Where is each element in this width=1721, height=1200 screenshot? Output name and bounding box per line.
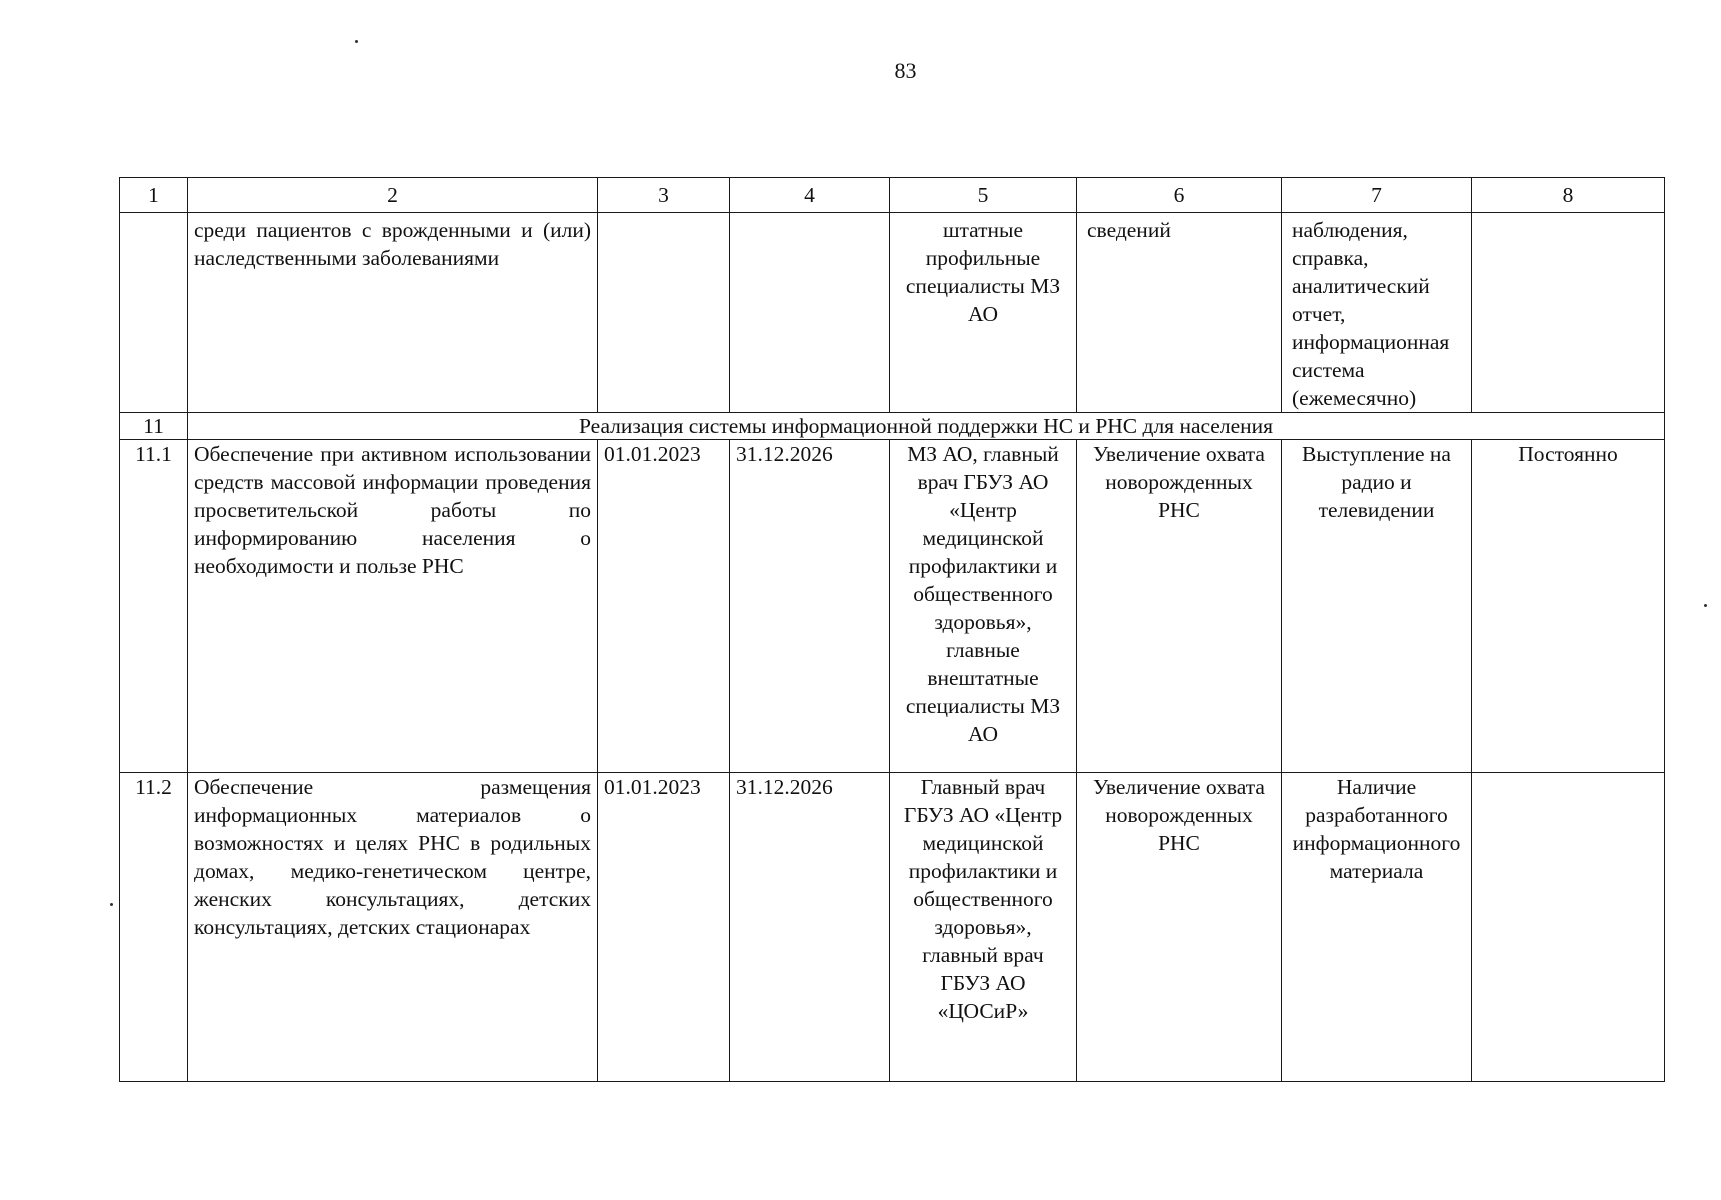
end-date xyxy=(730,213,890,413)
column-header: 8 xyxy=(1472,178,1665,213)
expected-result: Увеличение охвата новорожденных РНС xyxy=(1077,440,1282,773)
measure-description: среди пациентов с врожденными и (или) наследственными заболеваниями xyxy=(188,213,598,413)
column-header: 7 xyxy=(1282,178,1472,213)
section-row xyxy=(120,413,1665,440)
measure-description: Обеспечение размещения информационных материалов о возможностях и целях РНС в родильных домах, медико-генетическом центре, женских консультациях, детских консультациях, детских стационарах xyxy=(188,773,598,1082)
column-header: 5 xyxy=(890,178,1077,213)
control-form: Наличие разработанного информационного материала xyxy=(1282,773,1472,1082)
table-row xyxy=(120,773,1665,1082)
page-number: 83 xyxy=(894,58,917,83)
column-number-header-row xyxy=(120,178,1665,213)
responsible-executors: МЗ АО, главный врач ГБУЗ АО «Центр медицинской профилактики и общественного здоровья», главные внештатные специалисты МЗ АО xyxy=(890,440,1077,773)
table-row-continuation xyxy=(120,213,1665,413)
responsible-executors: Главный врач ГБУЗ АО «Центр медицинской профилактики и общественного здоровья», главный врач ГБУЗ АО «ЦОСиР» xyxy=(890,773,1077,1082)
plan-table xyxy=(119,177,1665,1082)
control-form: Выступление на радио и телевидении xyxy=(1282,440,1472,773)
column-header: 4 xyxy=(730,178,890,213)
expected-result: сведений xyxy=(1077,213,1282,413)
row-number: 11.1 xyxy=(120,440,188,773)
control-form: наблюдения, справка, аналитический отчет, информационная система (ежемесячно) xyxy=(1282,213,1472,413)
column-header: 6 xyxy=(1077,178,1282,213)
periodicity xyxy=(1472,773,1665,1082)
column-header: 3 xyxy=(598,178,730,213)
start-date: 01.01.2023 xyxy=(598,440,730,773)
scan-speck xyxy=(110,903,113,906)
end-date: 31.12.2026 xyxy=(730,773,890,1082)
table-row xyxy=(120,440,1665,773)
periodicity xyxy=(1472,213,1665,413)
column-header: 1 xyxy=(120,178,188,213)
end-date: 31.12.2026 xyxy=(730,440,890,773)
periodicity: Постоянно xyxy=(1472,440,1665,773)
measure-description: Обеспечение при активном использовании средств массовой информации проведения просветительской работы по информированию населения о необходимости и пользе РНС xyxy=(188,440,598,773)
scan-speck xyxy=(355,40,358,43)
row-number xyxy=(120,213,188,413)
row-number: 11.2 xyxy=(120,773,188,1082)
start-date xyxy=(598,213,730,413)
expected-result: Увеличение охвата новорожденных РНС xyxy=(1077,773,1282,1082)
section-number: 11 xyxy=(120,413,188,440)
scan-speck xyxy=(1704,604,1707,607)
column-header: 2 xyxy=(188,178,598,213)
start-date: 01.01.2023 xyxy=(598,773,730,1082)
responsible-executors: штатные профильные специалисты МЗ АО xyxy=(890,213,1077,413)
section-title: Реализация системы информационной поддержки НС и РНС для населения xyxy=(188,413,1665,440)
